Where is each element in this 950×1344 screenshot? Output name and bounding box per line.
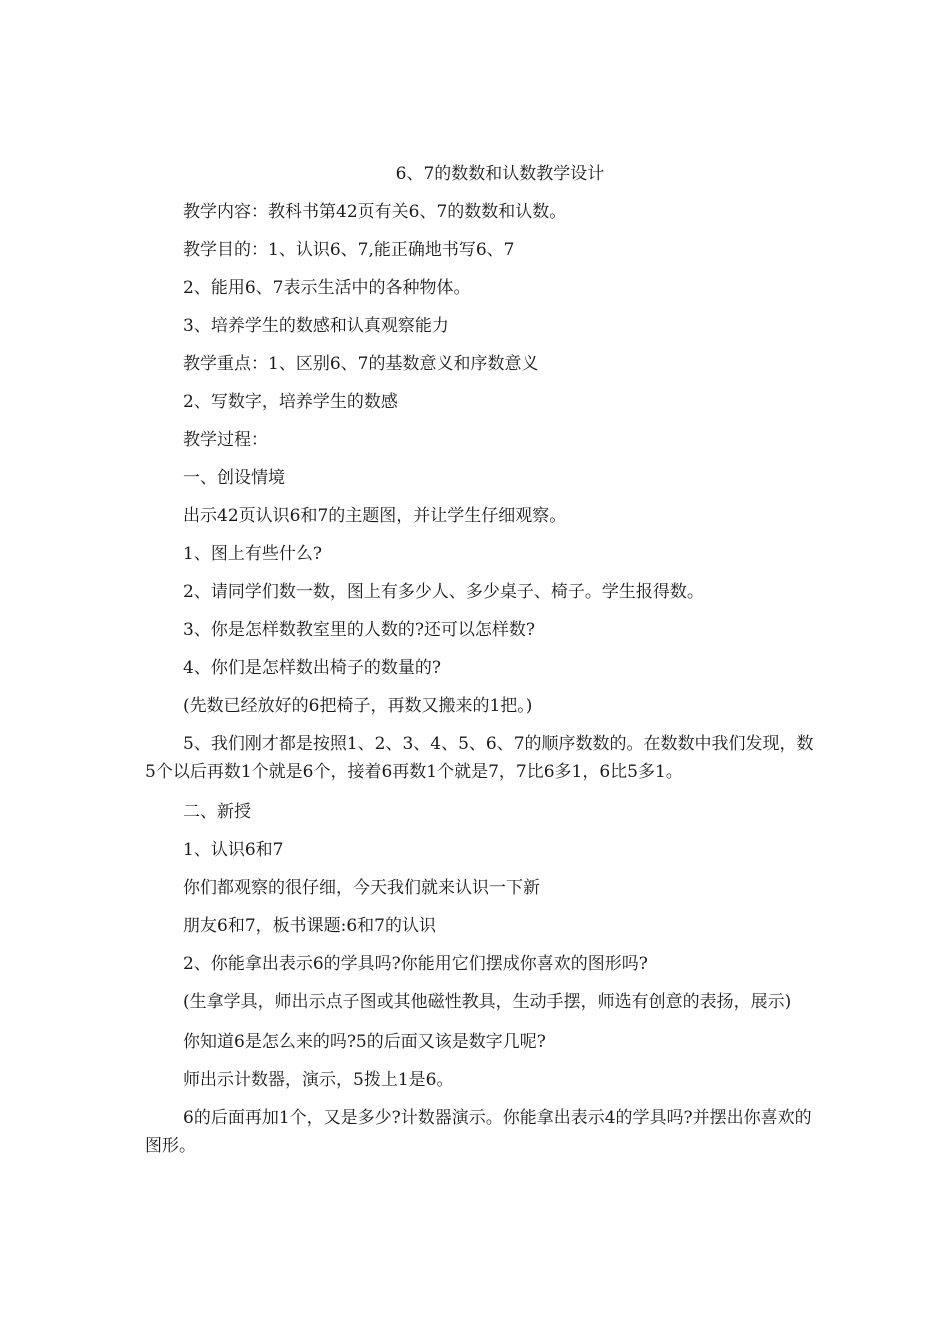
paragraph-question-4: 4、你们是怎样数出椅子的数量的? [183, 658, 441, 678]
paragraph-question-1: 1、图上有些什么? [183, 544, 322, 564]
paragraph-add-one: 6的后面再加1个，又是多少?计数器演示。你能拿出表示4的学具吗?并摆出你喜欢的图形。 [145, 1108, 812, 1156]
paragraph-question-3: 3、你是怎样数教室里的人数的?还可以怎样数? [183, 620, 536, 640]
document-body [145, 160, 815, 1170]
paragraph-observe: 你们都观察的很仔细，今天我们就来认识一下新 [183, 878, 540, 898]
paragraph-objective-2: 2、能用6、7表示生活中的各种物体。 [183, 278, 471, 298]
section-heading-situation: 一、创设情境 [183, 468, 285, 488]
paragraph-objective-1: 教学目的：1、认识6、7,能正确地书写6、7 [183, 240, 515, 260]
paragraph-counting-order: 5、我们刚才都是按照1、2、3、4、5、6、7的顺序数数的。在数数中我们发现，数5个以后再数1个就是6个，接着6再数1个就是7，7比6多1，6比5多1。 [145, 734, 814, 782]
paragraph-learning-tools: 2、你能拿出表示6的学具吗?你能用它们摆成你喜欢的图形吗? [183, 954, 648, 974]
paragraph-process-heading: 教学过程： [183, 430, 268, 450]
paragraph-focus-2: 2、写数字，培养学生的数感 [183, 392, 398, 412]
paragraph-show-picture: 出示42页认识6和7的主题图，并让学生仔细观察。 [183, 506, 567, 526]
paragraph-counter-demo: 师出示计数器，演示，5拨上1是6。 [183, 1070, 454, 1090]
paragraph-focus-1: 教学重点：1、区别6、7的基数意义和序数意义 [183, 354, 539, 374]
document-title: 6、7的数数和认数教学设计 [395, 164, 605, 184]
paragraph-question-2: 2、请同学们数一数，图上有多少人、多少桌子、椅子。学生报得数。 [183, 582, 704, 602]
section-heading-new-lesson: 二、新授 [183, 802, 251, 822]
paragraph-origin-of-6: 你知道6是怎么来的吗?5的后面又该是数字几呢? [183, 1032, 546, 1052]
paragraph-recognize-6-7: 1、认识6和7 [183, 840, 284, 860]
paragraph-note-chairs: (先数已经放好的6把椅子，再数又搬来的1把。) [183, 696, 533, 716]
paragraph-student-activity: (生拿学具，师出示点子图或其他磁性教具，生动手摆，师选有创意的表扬，展示) [183, 992, 792, 1012]
paragraph-content: 教学内容：教科书第42页有关6、7的数数和认数。 [183, 202, 567, 222]
paragraph-board-title: 朋友6和7，板书课题:6和7的认识 [183, 916, 436, 936]
paragraph-objective-3: 3、培养学生的数感和认真观察能力 [183, 316, 449, 336]
